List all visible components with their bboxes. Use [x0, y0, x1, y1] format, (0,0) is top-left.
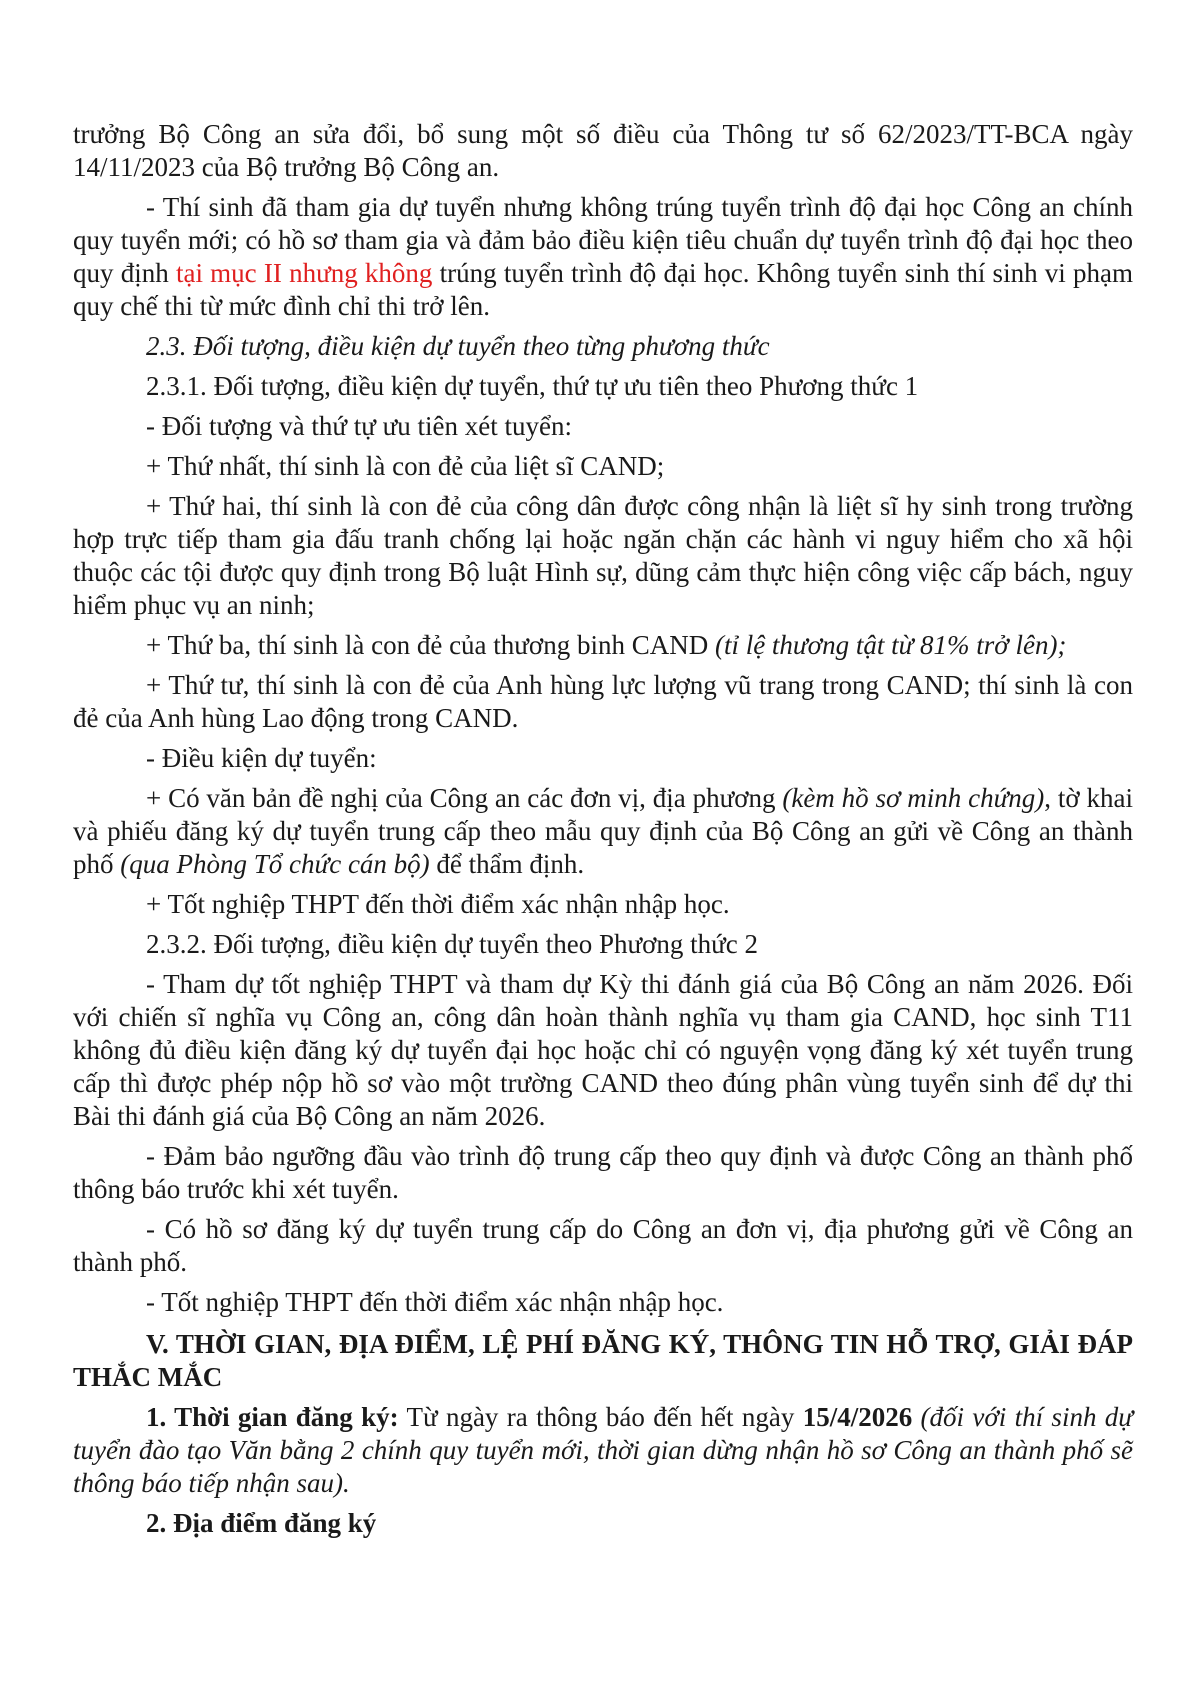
italic-note: (đối với thí sinh dự tuyển đào tạo Văn bằng 2 chính quy tuyển mới, thời gian dừng nhận hồ sơ Công an thành phố sẽ thông báo tiếp nhận sau).: [73, 1402, 1134, 1498]
text: để thẩm định.: [429, 849, 585, 879]
italic-note: (qua Phòng Tổ chức cán bộ): [120, 849, 430, 879]
list-item-second: + Thứ hai, thí sinh là con đẻ của công dân được công nhận là liệt sĩ hy sinh trong trường hợp trực tiếp tham gia đấu tranh chống lại hoặc ngăn chặn các hành vi nguy hiểm cho xã hội thuộc các tội được quy định trong Bộ luật Hình sự, dũng cảm thực hiện công việc cấp bách, nguy hiểm phục vụ an ninh;: [73, 491, 1133, 620]
paragraph-application-file: - Có hồ sơ đăng ký dự tuyển trung cấp do Công an đơn vị, địa phương gửi về Công an thành phố.: [73, 1214, 1133, 1277]
list-item-documents: [73, 782, 1133, 881]
text: + Thứ ba, thí sinh là con đẻ của thương binh CAND: [146, 630, 715, 660]
text: , tờ khai và phiếu đăng ký dự tuyển trung cấp theo mẫu quy định của Bộ Công an gửi về Công an thành phố: [73, 783, 1133, 879]
paragraph-exam-participation: - Tham dự tốt nghiệp THPT và tham dự Kỳ thi đánh giá của Bộ Công an năm 2026. Đối với chiến sĩ nghĩa vụ Công an, công dân hoàn thành nghĩa vụ tham gia CAND, học sinh T11 không đủ điều kiện đăng ký dự tuyển đại học hoặc chỉ có nguyện vọng đăng ký xét tuyển trung cấp thì được phép nộp hồ sơ vào một trường CAND theo đúng phân vùng tuyển sinh để dự thi Bài thi đánh giá của Bộ Công an năm 2026.: [73, 969, 1133, 1131]
section-heading-2-3: 2.3. Đối tượng, điều kiện dự tuyển theo từng phương thức: [146, 331, 770, 361]
paragraph-continuation: trưởng Bộ Công an sửa đổi, bổ sung một số điều của Thông tư số 62/2023/TT-BCA ngày 14/11/2023 của Bộ trưởng Bộ Công an.: [73, 119, 1133, 182]
paragraph-conditions: - Điều kiện dự tuyển:: [146, 743, 377, 773]
text: [912, 1402, 920, 1432]
list-item-first: + Thứ nhất, thí sinh là con đẻ của liệt sĩ CAND;: [146, 451, 665, 481]
section-heading-2-3-2: 2.3.2. Đối tượng, điều kiện dự tuyển theo Phương thức 2: [146, 929, 759, 959]
text: Từ ngày ra thông báo đến hết ngày: [398, 1402, 803, 1432]
section-heading-2-3-1: 2.3.1. Đối tượng, điều kiện dự tuyển, thứ tự ưu tiên theo Phương thức 1: [146, 371, 919, 401]
section-heading-v: V. THỜI GIAN, ĐỊA ĐIỂM, LỆ PHÍ ĐĂNG KÝ, THÔNG TIN HỖ TRỢ, GIẢI ĐÁP THẮC MẮC: [73, 1329, 1133, 1392]
list-item-third: [73, 629, 1133, 662]
paragraph-priority-order: - Đối tượng và thứ tự ưu tiên xét tuyển:: [146, 411, 573, 441]
paragraph-graduation: - Tốt nghiệp THPT đến thời điểm xác nhận nhập học.: [146, 1287, 724, 1317]
highlighted-text: tại mục II nhưng không: [175, 258, 433, 288]
list-item-fourth: + Thứ tư, thí sinh là con đẻ của Anh hùng lực lượng vũ trang trong CAND; thí sinh là con đẻ của Anh hùng Lao động trong CAND.: [73, 670, 1133, 733]
text: - Thí sinh đã tham gia dự tuyển nhưng không trúng tuyển trình độ đại học Công an chính quy tuyển mới; có hồ sơ tham gia và đảm bảo điều kiện tiêu chuẩn dự tuyển trình độ đại học theo quy định: [73, 192, 1133, 288]
deadline-date: 15/4/2026: [802, 1402, 913, 1432]
text: + Có văn bản đề nghị của Công an các đơn vị, địa phương: [146, 783, 783, 813]
italic-note: (kèm hồ sơ minh chứng): [782, 783, 1045, 813]
document-page: [73, 118, 1133, 1547]
text: trúng tuyển trình độ đại học. Không tuyển sinh thí sinh vi phạm quy chế thi từ mức đình chỉ thi trở lên.: [73, 258, 1133, 321]
section-heading-registration-place: 2. Địa điểm đăng ký: [146, 1508, 377, 1538]
label: 1. Thời gian đăng ký:: [146, 1402, 399, 1432]
italic-note: (tỉ lệ thương tật từ 81% trở lên);: [714, 630, 1067, 660]
paragraph-candidates-not-admitted: [73, 191, 1133, 323]
list-item-graduation: + Tốt nghiệp THPT đến thời điểm xác nhận nhập học.: [146, 889, 730, 919]
paragraph-registration-time: [73, 1401, 1133, 1500]
paragraph-threshold: - Đảm bảo ngưỡng đầu vào trình độ trung cấp theo quy định và được Công an thành phố thông báo trước khi xét tuyển.: [73, 1141, 1133, 1204]
